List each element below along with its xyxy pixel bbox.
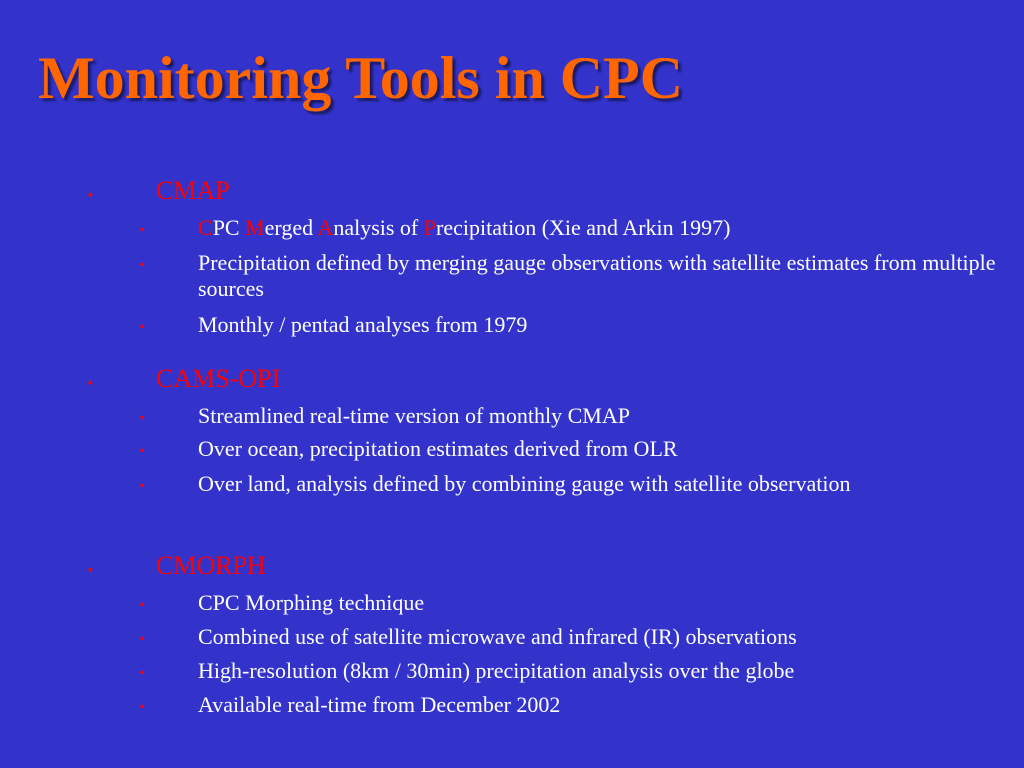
section-heading-label: CAMS-OPI bbox=[156, 364, 281, 393]
list-item-text: Monthly / pentad analyses from 1979 bbox=[198, 312, 528, 337]
list-item-text: Precipitation defined by merging gauge observations with satellite estimates from multiple sources bbox=[198, 250, 996, 301]
list-item-text: Over ocean, precipitation estimates derived from OLR bbox=[198, 436, 678, 461]
bullet-icon: ▪ bbox=[140, 665, 145, 679]
list-item-text: Streamlined real-time version of monthly CMAP bbox=[198, 403, 630, 428]
list-item-text: Available real-time from December 2002 bbox=[198, 692, 561, 717]
bullet-icon: ▪ bbox=[88, 563, 93, 578]
list-item bbox=[140, 658, 1000, 685]
list-item bbox=[140, 215, 1000, 242]
bullet-icon: ▪ bbox=[140, 597, 145, 611]
list-item bbox=[140, 436, 1000, 463]
list-item bbox=[140, 403, 1000, 430]
acronym-letter: A bbox=[317, 215, 334, 240]
section-heading-label: CMORPH bbox=[156, 551, 266, 580]
list-item bbox=[140, 312, 1000, 339]
bullet-icon: ▪ bbox=[140, 443, 145, 457]
list-item bbox=[140, 590, 1000, 617]
list-item-text: Combined use of satellite microwave and infrared (IR) observations bbox=[198, 624, 797, 649]
acronym-letter: M bbox=[245, 215, 265, 240]
list-item bbox=[140, 250, 1000, 302]
section-heading-cmap bbox=[88, 176, 230, 206]
bullet-icon: ▪ bbox=[140, 410, 145, 424]
bullet-icon: ▪ bbox=[140, 699, 145, 713]
acronym-rest: nalysis of bbox=[333, 215, 424, 240]
list-item-text: CPC Morphing technique bbox=[198, 590, 425, 615]
bullet-icon: ▪ bbox=[140, 478, 145, 492]
list-item bbox=[140, 624, 1000, 651]
acronym-letter: P bbox=[423, 215, 437, 240]
section-heading-cmorph bbox=[88, 551, 266, 581]
list-item-text: High-resolution (8km / 30min) precipitation analysis over the globe bbox=[198, 658, 795, 683]
acronym-letter: C bbox=[198, 215, 213, 240]
acronym-rest: recipitation (Xie and Arkin 1997) bbox=[436, 215, 731, 240]
section-heading-label: CMAP bbox=[156, 176, 230, 205]
acronym-rest: erged bbox=[264, 215, 318, 240]
bullet-icon: ▪ bbox=[140, 631, 145, 645]
list-item-text: Over land, analysis defined by combining gauge with satellite observation bbox=[198, 471, 851, 496]
list-item bbox=[140, 692, 1000, 719]
list-item-text bbox=[198, 215, 1000, 241]
bullet-icon: ▪ bbox=[88, 376, 93, 391]
bullet-icon: ▪ bbox=[140, 222, 145, 236]
list-item bbox=[140, 471, 1000, 498]
bullet-icon: ▪ bbox=[140, 319, 145, 333]
acronym-rest: PC bbox=[212, 215, 246, 240]
bullet-icon: ▪ bbox=[140, 257, 145, 271]
bullet-icon: ▪ bbox=[88, 188, 93, 203]
section-heading-cams-opi bbox=[88, 364, 280, 394]
slide-title: Monitoring Tools in CPC bbox=[38, 45, 684, 111]
